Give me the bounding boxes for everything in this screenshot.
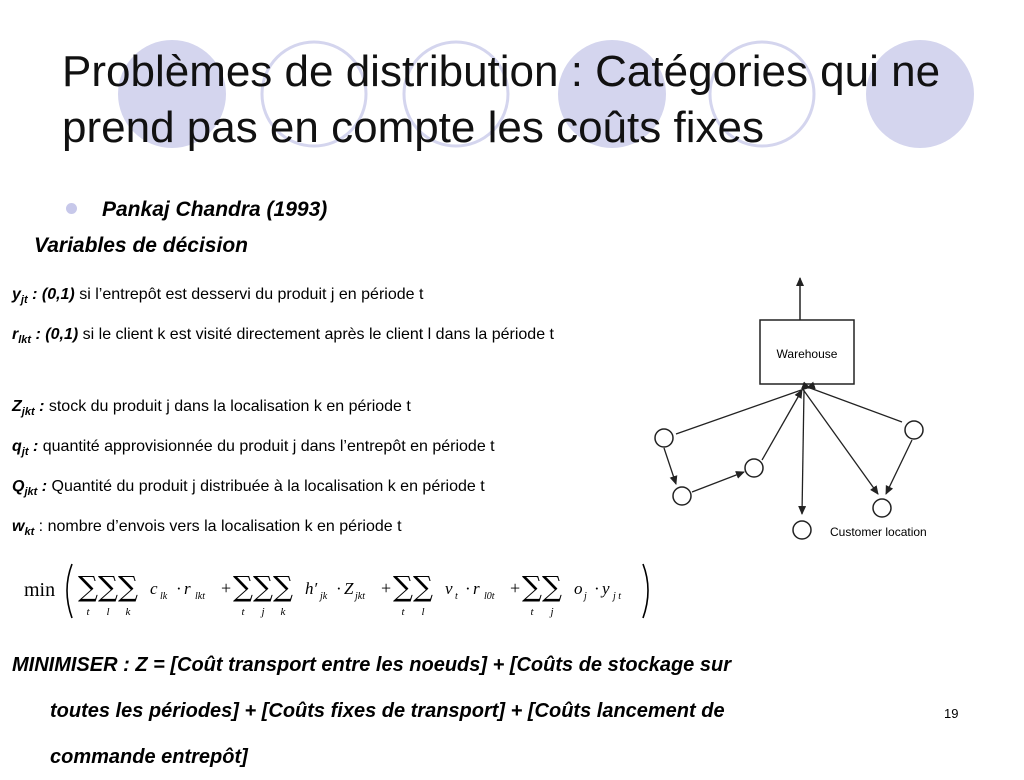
variable-symbol: r (12, 326, 19, 343)
route-arrow (802, 388, 878, 494)
variable-subscript: jt (21, 446, 29, 459)
term-coefficient-subscript: t (455, 591, 458, 602)
network-diagram (650, 272, 960, 552)
variable-description: quantité approvisionnée du produit j dans l’entrepôt en période t (38, 438, 495, 455)
term-coefficient-subscript: jk (320, 591, 328, 602)
subheading-variables: Variables de décision (34, 234, 248, 257)
customer-node (655, 429, 673, 447)
variable-symbol: w (12, 518, 25, 535)
variable-subscript: jkt (24, 486, 38, 499)
sum-index: t (401, 606, 405, 618)
sum-index: t (530, 606, 534, 618)
formula-plus: + (221, 578, 232, 598)
sum-symbol: ∑ (393, 570, 413, 603)
term-operator: · (336, 579, 342, 598)
term-coefficient: v (445, 579, 453, 598)
variable-symbol: q (12, 438, 22, 455)
objective-line-1: MINIMISER : Z = [Coût transport entre les noeuds] + [Coûts de stockage sur (12, 654, 731, 676)
customer-node (905, 421, 923, 439)
sum-index: l (106, 606, 110, 618)
variable-subscript: kt (24, 526, 35, 539)
customer-location-label: Customer location (830, 525, 927, 539)
variable-symbol: y (12, 286, 21, 303)
sum-index: l (421, 606, 425, 618)
sum-symbol: ∑ (118, 570, 138, 603)
variable-subscript: lkt (18, 334, 32, 347)
route-arrow (676, 388, 807, 434)
sum-symbol: ∑ (522, 570, 542, 603)
term-coefficient-subscript: lk (160, 591, 168, 602)
variable-row (12, 286, 423, 306)
term-variable-subscript: j t (613, 591, 622, 602)
variable-row (12, 438, 495, 458)
term-variable: Z (344, 579, 354, 598)
customer-node (793, 521, 811, 539)
term-coefficient: h′ (305, 579, 318, 598)
sum-symbol: ∑ (78, 570, 98, 603)
sum-symbol: ∑ (253, 570, 273, 603)
term-operator: · (594, 579, 600, 598)
sum-symbol: ∑ (273, 570, 293, 603)
variable-subscript: jkt (21, 406, 35, 419)
variable-row (12, 478, 485, 498)
variable-symbol: Z (12, 398, 22, 415)
route-arrow (886, 440, 912, 494)
variable-row (12, 326, 554, 346)
sum-symbol: ∑ (98, 570, 118, 603)
route-arrow (664, 448, 676, 484)
variable-description: si l’entrepôt est desservi du produit j en période t (74, 286, 424, 303)
variable-description: si le client k est visité directement après le client l dans la période t (78, 326, 554, 343)
sum-index: t (86, 606, 90, 618)
term-coefficient: o (574, 579, 583, 598)
sum-index: t (241, 606, 245, 618)
formula-min: min (24, 579, 56, 601)
sum-symbol: ∑ (233, 570, 253, 603)
customer-node (873, 499, 891, 517)
term-variable-subscript: jkt (355, 591, 365, 602)
formula-plus: + (510, 578, 521, 598)
objective-line-3: commande entrepôt] (50, 746, 248, 768)
route-arrow (692, 472, 744, 492)
sum-symbol: ∑ (413, 570, 433, 603)
sum-index: k (280, 606, 286, 618)
term-variable-subscript: lkt (195, 591, 205, 602)
term-coefficient: c (150, 579, 158, 598)
formula-left-paren (67, 564, 72, 618)
variable-description: stock du produit j dans la localisation k en période t (44, 398, 411, 415)
customer-node (673, 487, 691, 505)
term-operator: · (465, 579, 471, 598)
variable-domain: : (34, 398, 45, 415)
variable-domain: : (0,1) (27, 286, 75, 303)
variable-description: : nombre d’envois vers la localisation k en période t (34, 518, 402, 535)
route-arrow (762, 390, 802, 460)
term-operator: · (176, 579, 182, 598)
variable-domain: : (0,1) (31, 326, 79, 343)
variable-symbol: Q (12, 478, 25, 495)
objective-statement (12, 642, 942, 780)
warehouse-label: Warehouse (776, 347, 838, 361)
sum-index: j (550, 606, 554, 618)
term-variable: y (602, 579, 610, 598)
route-arrow (810, 388, 902, 422)
customer-node (745, 459, 763, 477)
variable-domain: : (37, 478, 48, 495)
term-variable-subscript: l0t (484, 591, 495, 602)
term-variable: r (473, 579, 480, 598)
variable-description: Quantité du produit j distribuée à la localisation k en période t (47, 478, 485, 495)
objective-formula (18, 560, 678, 622)
variable-domain: : (28, 438, 39, 455)
route-arrow (802, 390, 804, 514)
sum-index: k (125, 606, 131, 618)
formula-right-paren (643, 564, 648, 618)
sum-symbol: ∑ (542, 570, 562, 603)
formula-plus: + (381, 578, 392, 598)
page-number: 19 (944, 706, 959, 721)
objective-line-2: toutes les périodes] + [Coûts fixes de transport] + [Coûts lancement de (50, 700, 725, 722)
variable-row (12, 398, 411, 418)
variable-subscript: jt (20, 294, 28, 307)
bullet-author: Pankaj Chandra (1993) (102, 198, 328, 221)
variable-row (12, 518, 402, 538)
term-coefficient-subscript: j (584, 591, 587, 602)
sum-index: j (261, 606, 265, 618)
slide-title: Problèmes de distribution : Catégories qui ne prend pas en compte les coûts fixes (62, 47, 941, 152)
term-variable: r (184, 579, 191, 598)
bullet-dot (66, 203, 77, 214)
